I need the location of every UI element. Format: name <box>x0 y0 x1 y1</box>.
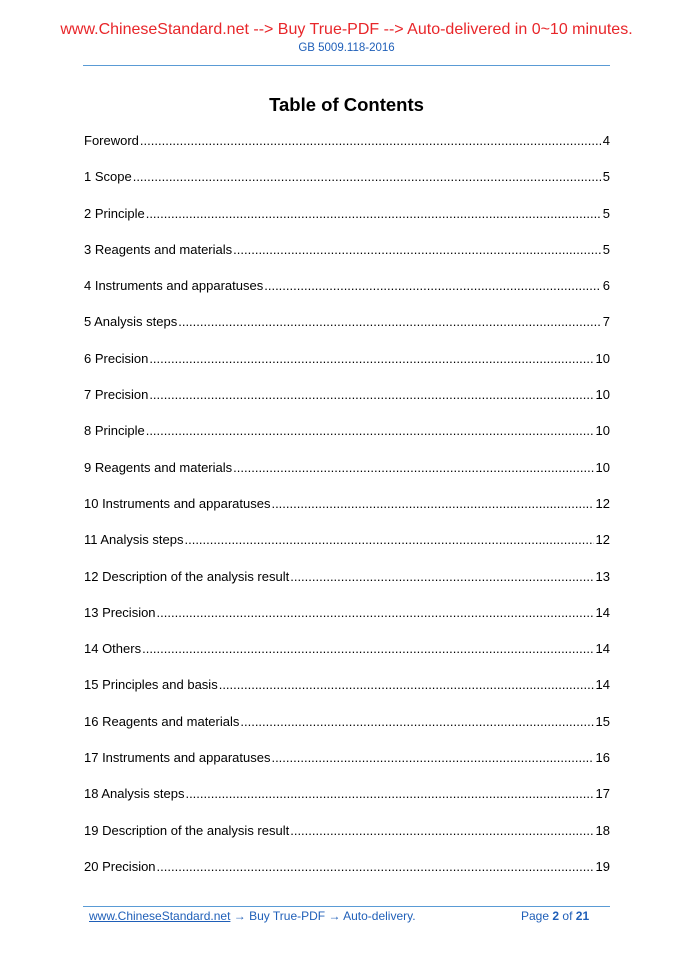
toc-dot-leader <box>146 206 601 222</box>
toc-entry[interactable] <box>84 569 610 605</box>
toc-entry[interactable] <box>84 823 610 859</box>
toc-entry-label: 16 Reagents and materials <box>84 713 240 729</box>
toc-dot-leader <box>142 641 593 657</box>
toc-entry[interactable] <box>84 641 610 677</box>
toc-entry-page: 17 <box>595 786 610 802</box>
toc-dot-leader <box>233 460 593 476</box>
toc-entry[interactable] <box>84 605 610 641</box>
toc-entry[interactable] <box>84 460 610 496</box>
toc-dot-leader <box>219 677 594 693</box>
toc-dot-leader <box>140 133 601 149</box>
toc-entry[interactable] <box>84 206 610 242</box>
toc-entry-label: Foreword <box>84 133 139 148</box>
toc-title: Table of Contents <box>269 94 424 115</box>
toc-entry[interactable] <box>84 750 610 786</box>
toc-entry[interactable] <box>84 133 610 169</box>
toc-dot-leader <box>290 569 593 585</box>
toc-dot-leader <box>271 496 593 512</box>
toc-entry-label: 6 Precision <box>84 350 149 366</box>
toc-entry[interactable] <box>84 859 610 895</box>
toc-entry-page: 15 <box>595 713 610 729</box>
toc-entry-page: 18 <box>595 822 610 838</box>
toc-entry[interactable] <box>84 786 610 822</box>
toc-entry-page: 19 <box>595 858 610 874</box>
toc-dot-leader <box>271 750 593 766</box>
toc-entry[interactable] <box>84 314 610 350</box>
toc-entry-label: 4 Instruments and apparatuses <box>84 278 264 294</box>
footer-divider <box>83 906 610 907</box>
toc-entry-label: 10 Instruments and apparatuses <box>84 495 271 511</box>
toc-entry-label: 1 Scope <box>84 169 132 185</box>
toc-dot-leader <box>157 859 594 875</box>
toc-entry-page: 16 <box>595 750 610 766</box>
toc-entry-page: 5 <box>602 241 610 257</box>
toc-entry[interactable] <box>84 496 610 532</box>
toc-entry-page: 5 <box>602 205 610 221</box>
footer-promo <box>89 909 416 924</box>
toc-dot-leader <box>157 605 594 621</box>
toc-entry[interactable] <box>84 677 610 713</box>
toc-entry-label: 17 Instruments and apparatuses <box>84 750 271 766</box>
toc-entry[interactable] <box>84 714 610 750</box>
toc-dot-leader <box>240 714 593 730</box>
toc-dot-leader <box>233 242 601 258</box>
current-page-number: 2 <box>552 909 560 923</box>
standard-code: GB 5009.118-2016 <box>298 42 395 54</box>
toc-entry-label: 15 Principles and basis <box>84 677 218 693</box>
toc-entry-label: 14 Others <box>84 641 142 657</box>
total-pages-number: 21 <box>575 909 590 923</box>
toc-entry[interactable] <box>84 169 610 205</box>
toc-entry-label: 20 Precision <box>84 858 156 874</box>
toc-entry-label: 3 Reagents and materials <box>84 241 233 257</box>
toc-entry[interactable] <box>84 387 610 423</box>
toc-entry-label: 5 Analysis steps <box>84 314 178 330</box>
toc-dot-leader <box>184 532 593 548</box>
toc-entry-page: 10 <box>595 350 610 366</box>
toc-entry-label: 9 Reagents and materials <box>84 459 233 475</box>
toc-dot-leader <box>149 351 593 367</box>
toc-entry-label: 7 Precision <box>84 387 149 403</box>
toc-entry-page: 13 <box>595 568 610 584</box>
toc-entry[interactable] <box>84 242 610 278</box>
toc-entry-page: 14 <box>595 677 610 693</box>
toc-entry-page: 4 <box>602 133 610 148</box>
toc-dot-leader <box>264 278 601 294</box>
toc-dot-leader <box>133 169 601 185</box>
toc-dot-leader <box>149 387 593 403</box>
toc-entry-label: 18 Analysis steps <box>84 786 185 802</box>
toc-entry-page: 12 <box>595 532 610 548</box>
toc-dot-leader <box>185 786 593 802</box>
toc-entry-page: 6 <box>602 278 610 294</box>
toc-dot-leader <box>178 314 601 330</box>
toc-entry-page: 10 <box>595 423 610 439</box>
toc-entry[interactable] <box>84 532 610 568</box>
page-of-word: of <box>562 909 573 923</box>
toc-entry-label: 8 Principle <box>84 423 145 439</box>
toc-entry-page: 10 <box>595 387 610 403</box>
toc-entry-label: 19 Description of the analysis result <box>84 822 290 838</box>
toc-dot-leader <box>146 423 594 439</box>
toc-entry-page: 5 <box>602 169 610 185</box>
footer-site-link[interactable]: www.ChineseStandard.net <box>89 909 231 923</box>
page-indicator <box>521 909 589 924</box>
toc-entry-page: 12 <box>595 495 610 511</box>
toc-list <box>84 133 610 895</box>
toc-entry-page: 10 <box>595 459 610 475</box>
toc-entry-page: 14 <box>595 641 610 657</box>
toc-entry-label: 11 Analysis steps <box>84 532 184 548</box>
toc-entry[interactable] <box>84 278 610 314</box>
toc-entry-label: 12 Description of the analysis result <box>84 568 290 584</box>
toc-entry-page: 7 <box>602 314 610 330</box>
toc-entry-label: 2 Principle <box>84 205 145 221</box>
page-word: Page <box>521 909 550 923</box>
toc-dot-leader <box>290 823 593 839</box>
toc-entry[interactable] <box>84 351 610 387</box>
toc-entry[interactable] <box>84 423 610 459</box>
toc-entry-label: 13 Precision <box>84 604 156 620</box>
top-banner[interactable]: www.ChineseStandard.net --> Buy True-PDF --> Auto-delivered in 0~10 minutes. <box>60 21 633 38</box>
toc-entry-page: 14 <box>595 604 610 620</box>
header-divider <box>83 65 610 66</box>
footer-tagline: → Buy True-PDF → Auto-delivery. <box>230 909 416 923</box>
